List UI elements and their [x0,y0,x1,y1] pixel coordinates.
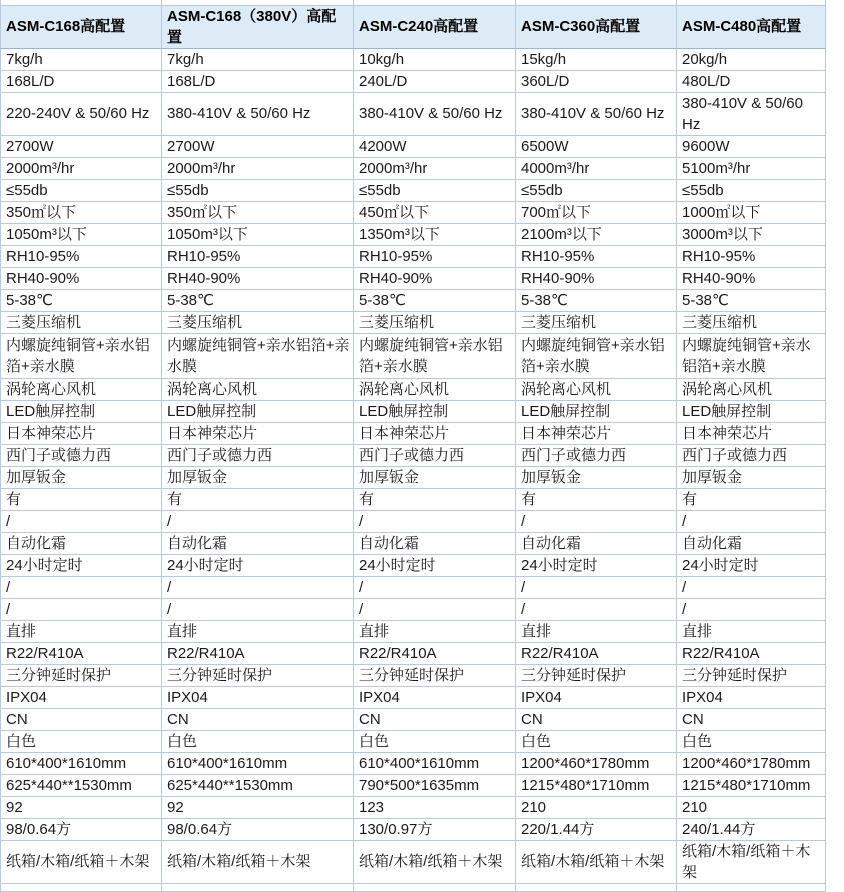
spec-cell: 20kg/h [677,48,826,70]
spec-cell: 5-38℃ [354,289,516,311]
spec-cell: 1050m³以下 [1,223,162,245]
spec-cell: 日本神荣芯片 [677,422,826,444]
spec-cell: 纸箱/木箱/纸箱＋木架 [677,840,826,883]
empty-cell [516,883,677,891]
spec-cell: 5-38℃ [162,289,354,311]
spec-cell: / [1,510,162,532]
spec-cell: 白色 [516,730,677,752]
spec-cell: 240/1.44方 [677,818,826,840]
table-row [1,488,826,510]
spec-cell: IPX04 [677,686,826,708]
spec-cell: CN [354,708,516,730]
spec-cell: LED触屏控制 [677,400,826,422]
spec-cell: 三分钟延时保护 [516,664,677,686]
table-row [1,796,826,818]
table-row [1,840,826,883]
spec-cell: RH40-90% [1,267,162,289]
spec-cell: LED触屏控制 [162,400,354,422]
cropped-bottom-row [1,883,826,891]
spec-cell: CN [162,708,354,730]
spec-cell: 350㎡以下 [162,201,354,223]
spec-cell: 三菱压缩机 [1,311,162,333]
spec-cell: 直排 [677,620,826,642]
spec-cell: 10kg/h [354,48,516,70]
spec-cell: / [677,598,826,620]
spec-cell: 涡轮离心风机 [1,378,162,400]
spec-table-head [1,0,826,48]
spec-cell: 三菱压缩机 [516,311,677,333]
spec-cell: 自动化霜 [354,532,516,554]
empty-cell [1,883,162,891]
spec-cell: 24小时定时 [1,554,162,576]
table-row [1,422,826,444]
spec-cell: 1200*460*1780mm [677,752,826,774]
spec-cell: CN [1,708,162,730]
spec-cell: 220-240V & 50/60 Hz [1,92,162,135]
spec-cell: / [162,576,354,598]
spec-cell: 三分钟延时保护 [162,664,354,686]
table-row [1,157,826,179]
table-row [1,92,826,135]
spec-cell: 直排 [354,620,516,642]
spec-cell: / [677,510,826,532]
spec-cell: RH40-90% [162,267,354,289]
spec-cell: 加厚钣金 [162,466,354,488]
spec-cell: CN [516,708,677,730]
table-row [1,576,826,598]
spec-cell: / [1,598,162,620]
table-row [1,752,826,774]
column-header: ASM-C168高配置 [1,5,162,48]
spec-cell: ≤55db [1,179,162,201]
table-row [1,135,826,157]
spec-cell: 白色 [1,730,162,752]
spec-cell: 1350m³以下 [354,223,516,245]
spec-cell: 360L/D [516,70,677,92]
table-row [1,730,826,752]
table-row [1,311,826,333]
spec-cell: 2000m³/hr [354,157,516,179]
spec-cell: 130/0.97方 [354,818,516,840]
spec-cell: 加厚钣金 [677,466,826,488]
spec-cell: 纸箱/木箱/纸箱＋木架 [354,840,516,883]
spec-cell: 2700W [1,135,162,157]
table-row [1,466,826,488]
spec-cell: 直排 [162,620,354,642]
table-row [1,774,826,796]
spec-cell: 有 [677,488,826,510]
spec-cell: 内螺旋纯铜管+亲水铝箔+亲水膜 [162,333,354,378]
spec-cell: 纸箱/木箱/纸箱＋木架 [162,840,354,883]
column-header: ASM-C360高配置 [516,5,677,48]
table-row [1,510,826,532]
spec-cell: 白色 [677,730,826,752]
table-row [1,708,826,730]
spec-cell: / [677,576,826,598]
spec-cell: 5100m³/hr [677,157,826,179]
spec-cell: 480L/D [677,70,826,92]
spec-cell: 自动化霜 [1,532,162,554]
spec-cell: R22/R410A [1,642,162,664]
spec-cell: 加厚钣金 [1,466,162,488]
spec-cell: 24小时定时 [162,554,354,576]
column-header: ASM-C240高配置 [354,5,516,48]
empty-cell [162,883,354,891]
spec-cell: 白色 [162,730,354,752]
spec-cell: 有 [354,488,516,510]
spec-cell: 1215*480*1710mm [516,774,677,796]
spec-cell: 24小时定时 [677,554,826,576]
spec-cell: 三分钟延时保护 [677,664,826,686]
spec-cell: 4200W [354,135,516,157]
spec-cell: / [162,598,354,620]
table-row [1,532,826,554]
table-row [1,201,826,223]
spec-cell: 涡轮离心风机 [677,378,826,400]
spec-cell: 内螺旋纯铜管+亲水铝箔+亲水膜 [1,333,162,378]
spec-cell: LED触屏控制 [516,400,677,422]
spec-cell: / [354,576,516,598]
spec-cell: 纸箱/木箱/纸箱＋木架 [1,840,162,883]
spec-cell: 210 [677,796,826,818]
table-row [1,48,826,70]
spec-cell: 内螺旋纯铜管+亲水铝箔+亲水膜 [516,333,677,378]
spec-cell: 纸箱/木箱/纸箱＋木架 [516,840,677,883]
spec-cell: RH10-95% [516,245,677,267]
spec-cell: RH40-90% [516,267,677,289]
spec-cell: 790*500*1635mm [354,774,516,796]
table-row [1,400,826,422]
spec-cell: 92 [162,796,354,818]
spec-cell: R22/R410A [516,642,677,664]
spec-cell: 6500W [516,135,677,157]
spec-cell: RH10-95% [354,245,516,267]
spec-cell: 自动化霜 [677,532,826,554]
spec-cell: 98/0.64方 [162,818,354,840]
spec-cell: 380-410V & 50/60 Hz [516,92,677,135]
spec-cell: 自动化霜 [162,532,354,554]
spec-cell: 240L/D [354,70,516,92]
spec-cell: 7kg/h [162,48,354,70]
spec-cell: IPX04 [1,686,162,708]
spec-cell: 直排 [516,620,677,642]
spec-cell: 三分钟延时保护 [1,664,162,686]
spec-cell: ≤55db [354,179,516,201]
spec-cell: 有 [162,488,354,510]
spec-cell: 2000m³/hr [1,157,162,179]
spec-cell: 三菱压缩机 [354,311,516,333]
spec-cell: 日本神荣芯片 [516,422,677,444]
spec-cell: 涡轮离心风机 [516,378,677,400]
table-row [1,818,826,840]
spec-cell: 4000m³/hr [516,157,677,179]
spec-cell: CN [677,708,826,730]
spec-cell: 610*400*1610mm [354,752,516,774]
table-row [1,245,826,267]
spec-cell: 涡轮离心风机 [162,378,354,400]
spec-cell: IPX04 [516,686,677,708]
spec-cell: 380-410V & 50/60 Hz [354,92,516,135]
spec-cell: 380-410V & 50/60 Hz [162,92,354,135]
empty-cell [677,883,826,891]
table-row [1,223,826,245]
spec-cell: 168L/D [1,70,162,92]
spec-cell: 西门子或德力西 [516,444,677,466]
spec-cell: 1000㎡以下 [677,201,826,223]
spec-cell: / [516,510,677,532]
spec-cell: LED触屏控制 [354,400,516,422]
spec-cell: 220/1.44方 [516,818,677,840]
spec-cell: 西门子或德力西 [677,444,826,466]
column-header: ASM-C480高配置 [677,5,826,48]
spec-cell: RH40-90% [354,267,516,289]
spec-cell: / [516,576,677,598]
spec-cell: 610*400*1610mm [1,752,162,774]
spec-cell: 5-38℃ [516,289,677,311]
table-row [1,686,826,708]
spec-cell: 1200*460*1780mm [516,752,677,774]
table-row [1,620,826,642]
spec-cell: 三菱压缩机 [162,311,354,333]
spec-cell: 2700W [162,135,354,157]
spec-cell: 内螺旋纯铜管+亲水铝箔+亲水膜 [354,333,516,378]
spec-cell: 625*440**1530mm [162,774,354,796]
spec-cell: 白色 [354,730,516,752]
table-row [1,179,826,201]
spec-cell: / [516,598,677,620]
spec-cell: 610*400*1610mm [162,752,354,774]
spec-cell: 涡轮离心风机 [354,378,516,400]
spec-cell: R22/R410A [677,642,826,664]
spec-cell: 210 [516,796,677,818]
spec-cell: 1215*480*1710mm [677,774,826,796]
spec-cell: 西门子或德力西 [1,444,162,466]
spec-cell: ≤55db [677,179,826,201]
spec-cell: 24小时定时 [354,554,516,576]
spec-cell: 西门子或德力西 [354,444,516,466]
spec-cell: LED触屏控制 [1,400,162,422]
spec-cell: / [162,510,354,532]
spec-cell: 加厚钣金 [354,466,516,488]
spec-cell: 1050m³以下 [162,223,354,245]
spec-cell: 三菱压缩机 [677,311,826,333]
spec-cell: 450㎡以下 [354,201,516,223]
spec-cell: RH10-95% [1,245,162,267]
spec-cell: 3000m³以下 [677,223,826,245]
empty-cell [354,883,516,891]
table-row [1,333,826,378]
spec-cell: IPX04 [354,686,516,708]
spec-cell: 24小时定时 [516,554,677,576]
spec-cell: 内螺旋纯铜管+亲水铝箔+亲水膜 [677,333,826,378]
spec-cell: 168L/D [162,70,354,92]
table-row [1,378,826,400]
spec-cell: 西门子或德力西 [162,444,354,466]
spec-cell: RH10-95% [677,245,826,267]
header-row [1,5,826,48]
spec-cell: RH40-90% [677,267,826,289]
table-row [1,554,826,576]
spec-cell: ≤55db [162,179,354,201]
spec-cell: / [1,576,162,598]
spec-cell: 9600W [677,135,826,157]
table-row [1,289,826,311]
spec-cell: 5-38℃ [1,289,162,311]
spec-cell: 有 [516,488,677,510]
spec-cell: 三分钟延时保护 [354,664,516,686]
spec-cell: 日本神荣芯片 [1,422,162,444]
spec-cell: / [354,598,516,620]
table-row [1,70,826,92]
table-row [1,444,826,466]
column-header: ASM-C168（380V）高配置 [162,5,354,48]
table-row [1,267,826,289]
spec-cell: 2100m³以下 [516,223,677,245]
spec-cell: 日本神荣芯片 [162,422,354,444]
spec-table-body [1,48,826,883]
spec-cell: 加厚钣金 [516,466,677,488]
spec-cell: IPX04 [162,686,354,708]
spec-cell: / [354,510,516,532]
spec-cell: 92 [1,796,162,818]
spec-cell: 625*440**1530mm [1,774,162,796]
spec-cell: R22/R410A [162,642,354,664]
spec-cell: 123 [354,796,516,818]
spec-cell: 380-410V & 50/60 Hz [677,92,826,135]
spec-cell: 自动化霜 [516,532,677,554]
table-row [1,664,826,686]
table-row [1,642,826,664]
table-row [1,598,826,620]
spec-cell: 5-38℃ [677,289,826,311]
spec-cell: R22/R410A [354,642,516,664]
spec-cell: 98/0.64方 [1,818,162,840]
spec-cell: 7kg/h [1,48,162,70]
spec-cell: 15kg/h [516,48,677,70]
spec-cell: ≤55db [516,179,677,201]
spec-cell: 有 [1,488,162,510]
spec-cell: 700㎡以下 [516,201,677,223]
spec-cell: 直排 [1,620,162,642]
spec-cell: 350㎡以下 [1,201,162,223]
spec-cell: RH10-95% [162,245,354,267]
spec-cell: 日本神荣芯片 [354,422,516,444]
spec-cell: 2000m³/hr [162,157,354,179]
